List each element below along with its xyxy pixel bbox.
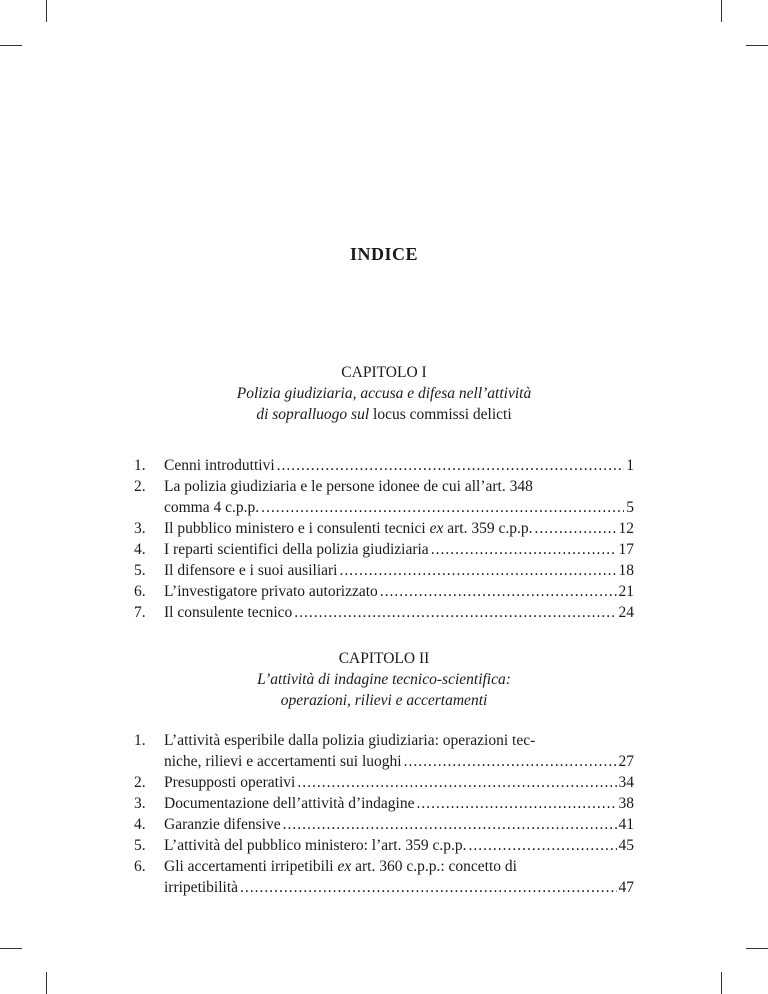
toc-entry[interactable]	[134, 602, 634, 623]
leader-dots	[297, 772, 616, 793]
entry-page: 38	[618, 795, 634, 812]
entry-title-line: La polizia giudiziaria e le persone idonee de cui all’art. 348	[164, 478, 533, 495]
toc-entry[interactable]	[134, 730, 634, 772]
leader-dots	[339, 560, 616, 581]
toc-entry[interactable]	[134, 476, 634, 518]
toc-entry[interactable]	[134, 539, 634, 560]
entry-page: 24	[618, 604, 634, 621]
entry-title: L’investigatore privato autorizzato	[164, 583, 378, 600]
chapter-heading: CAPITOLO I	[341, 364, 427, 381]
crop-mark	[721, 972, 722, 994]
toc-entry[interactable]	[134, 772, 634, 793]
entry-number: 6.	[134, 858, 146, 875]
entry-title: L’attività del pubblico ministero: l’art. 359 c.p.p.	[164, 837, 467, 854]
crop-mark	[0, 45, 22, 46]
entry-number: 2.	[134, 478, 146, 495]
chapter-heading: CAPITOLO II	[338, 650, 430, 667]
title-part: Gli accertamenti irripetibili	[164, 858, 334, 875]
leader-dots	[294, 602, 616, 623]
chapter-subtitle: L’attività di indagine tecnico-scientifica:	[257, 671, 511, 688]
subtitle-part: locus commissi delicti	[373, 406, 512, 423]
leader-dots	[240, 877, 616, 898]
chapter-subtitle: operazioni, rilievi e accertamenti	[280, 692, 488, 709]
entry-number: 1.	[134, 732, 146, 749]
toc-entry[interactable]	[134, 560, 634, 581]
leader-dots	[417, 793, 617, 814]
entry-page: 34	[618, 774, 634, 791]
title-part: ex	[337, 858, 352, 875]
crop-mark	[0, 948, 22, 949]
entry-title-line: L’attività esperibile dalla polizia giudiziaria: operazioni tec-	[164, 732, 536, 749]
toc-entry[interactable]	[134, 581, 634, 602]
leader-dots	[534, 518, 616, 539]
entry-title: Il consulente tecnico	[164, 604, 293, 621]
toc-entry[interactable]	[134, 856, 634, 898]
leader-dots	[404, 751, 617, 772]
entry-number: 4.	[134, 541, 146, 558]
toc-entry[interactable]	[134, 518, 634, 539]
entry-page: 12	[618, 520, 634, 537]
leader-dots	[283, 814, 617, 835]
entry-number: 1.	[134, 457, 146, 474]
entry-title: Presupposti operativi	[164, 774, 296, 791]
entry-title: niche, rilievi e accertamenti sui luoghi	[164, 753, 402, 770]
toc-entry[interactable]	[134, 835, 634, 856]
entry-number: 3.	[134, 520, 146, 537]
entry-page: 41	[618, 816, 634, 833]
entry-title: comma 4 c.p.p.	[164, 499, 260, 516]
entry-title: Documentazione dell’attività d’indagine	[164, 795, 415, 812]
entry-page: 17	[618, 541, 634, 558]
toc-entry[interactable]	[134, 793, 634, 814]
crop-mark	[46, 0, 47, 22]
chapter-1-toc	[134, 455, 634, 623]
crop-mark	[721, 0, 722, 22]
entry-title	[164, 518, 532, 539]
entry-page: 45	[618, 837, 634, 854]
crop-mark	[46, 972, 47, 994]
leader-dots	[277, 455, 625, 476]
page-title: INDICE	[349, 244, 418, 264]
entry-title: irripetibilità	[164, 879, 239, 896]
chapter-1-header	[0, 362, 768, 425]
entry-number: 7.	[134, 604, 146, 621]
entry-page: 47	[618, 879, 634, 896]
entry-number: 5.	[134, 562, 146, 579]
crop-mark	[746, 948, 768, 949]
entry-number: 5.	[134, 837, 146, 854]
title-part: art. 360 c.p.p.: concetto di	[355, 858, 517, 875]
entry-page: 18	[618, 562, 634, 579]
leader-dots	[261, 497, 624, 518]
chapter-subtitle: Polizia giudiziaria, accusa e difesa nell’attività	[236, 385, 532, 402]
leader-dots	[431, 539, 617, 560]
entry-page: 1	[626, 457, 634, 474]
entry-number: 4.	[134, 816, 146, 833]
chapter-subtitle	[0, 404, 768, 425]
crop-mark	[746, 45, 768, 46]
entry-title: I reparti scientifici della polizia giudiziaria	[164, 541, 429, 558]
subtitle-part: di sopralluogo sul	[256, 406, 370, 423]
entry-number: 2.	[134, 774, 146, 791]
entry-title-line	[164, 856, 634, 877]
entry-page: 5	[626, 499, 634, 516]
entry-title: Garanzie difensive	[164, 816, 281, 833]
title-part: Il pubblico ministero e i consulenti tecnici	[164, 520, 426, 537]
entry-page: 27	[618, 753, 634, 770]
title-part: art. 359 c.p.p.	[447, 520, 533, 537]
chapter-2-toc	[134, 730, 634, 898]
entry-title: Il difensore e i suoi ausiliari	[164, 562, 338, 579]
title-part: ex	[429, 520, 444, 537]
leader-dots	[468, 835, 616, 856]
entry-number: 3.	[134, 795, 146, 812]
entry-number: 6.	[134, 583, 146, 600]
entry-page: 21	[618, 583, 634, 600]
leader-dots	[380, 581, 617, 602]
entry-title: Cenni introduttivi	[164, 457, 275, 474]
toc-entry[interactable]	[134, 814, 634, 835]
toc-entry[interactable]	[134, 455, 634, 476]
chapter-2-header	[0, 648, 768, 711]
